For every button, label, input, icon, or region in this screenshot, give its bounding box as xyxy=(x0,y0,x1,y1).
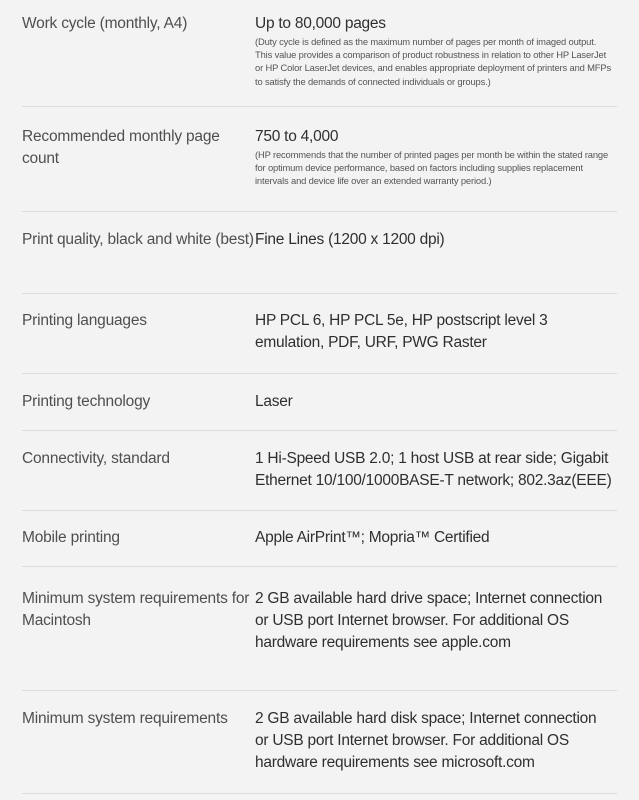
spec-label: Work cycle (monthly, A4) xyxy=(22,15,188,32)
spec-table xyxy=(22,0,617,794)
spec-label: Recommended monthly page count xyxy=(22,128,220,167)
spec-label: Mobile printing xyxy=(22,529,120,546)
spec-value-text: 750 to 4,000 xyxy=(255,128,339,145)
spec-row-connectivity xyxy=(22,431,617,511)
spec-value-text: Up to 80,000 pages xyxy=(255,15,386,32)
spec-value: 2 GB available hard disk space; Internet connection or USB port Internet browser. For additional OS hardware requirements see microsoft.com xyxy=(255,710,597,771)
spec-label: Printing languages xyxy=(22,312,147,329)
spec-label: Print quality, black and white (best) xyxy=(22,231,254,248)
spec-row-min-requirements xyxy=(22,691,617,794)
spec-row-printing-languages xyxy=(22,294,617,374)
spec-row-min-requirements-mac xyxy=(22,567,617,691)
spec-value: 1 Hi-Speed USB 2.0; 1 host USB at rear side; Gigabit Ethernet 10/100/1000BASE-T network; 802.3az(EEE) xyxy=(255,450,612,489)
spec-label: Printing technology xyxy=(22,393,151,410)
spec-note: (HP recommends that the number of printed pages per month be within the stated range for optimum device performance, based on factors including supplies replacement intervals and device life over an extended warranty period.) xyxy=(255,149,609,187)
spec-label: Minimum system requirements xyxy=(22,710,228,727)
spec-row-print-quality xyxy=(22,212,617,294)
spec-row-recommended-page-count xyxy=(22,107,617,212)
spec-value xyxy=(255,13,617,106)
spec-row-mobile-printing xyxy=(22,511,617,567)
spec-value: HP PCL 6, HP PCL 5e, HP postscript level 3 emulation, PDF, URF, PWG Raster xyxy=(255,312,548,351)
spec-label: Connectivity, standard xyxy=(22,450,170,467)
spec-value: Fine Lines (1200 x 1200 dpi) xyxy=(255,231,445,248)
spec-value: Laser xyxy=(255,393,293,410)
spec-row-work-cycle xyxy=(22,0,617,107)
spec-row-printing-technology xyxy=(22,374,617,431)
spec-value: Apple AirPrint™; Mopria™ Certified xyxy=(255,529,490,546)
spec-label: Minimum system requirements for Macintosh xyxy=(22,590,250,629)
spec-note: (Duty cycle is defined as the maximum number of pages per month of imaged output. This value provides a comparison of product robustness in relation to other HP LaserJet or HP Color LaserJet devices, and enables appropriate deployment of printers and MFPs to satisfy the demands of connected individuals or groups.) xyxy=(255,36,612,87)
spec-value xyxy=(255,126,617,211)
spec-value: 2 GB available hard drive space; Internet connection or USB port Internet browser. For additional OS hardware requirements see apple.com xyxy=(255,590,603,651)
